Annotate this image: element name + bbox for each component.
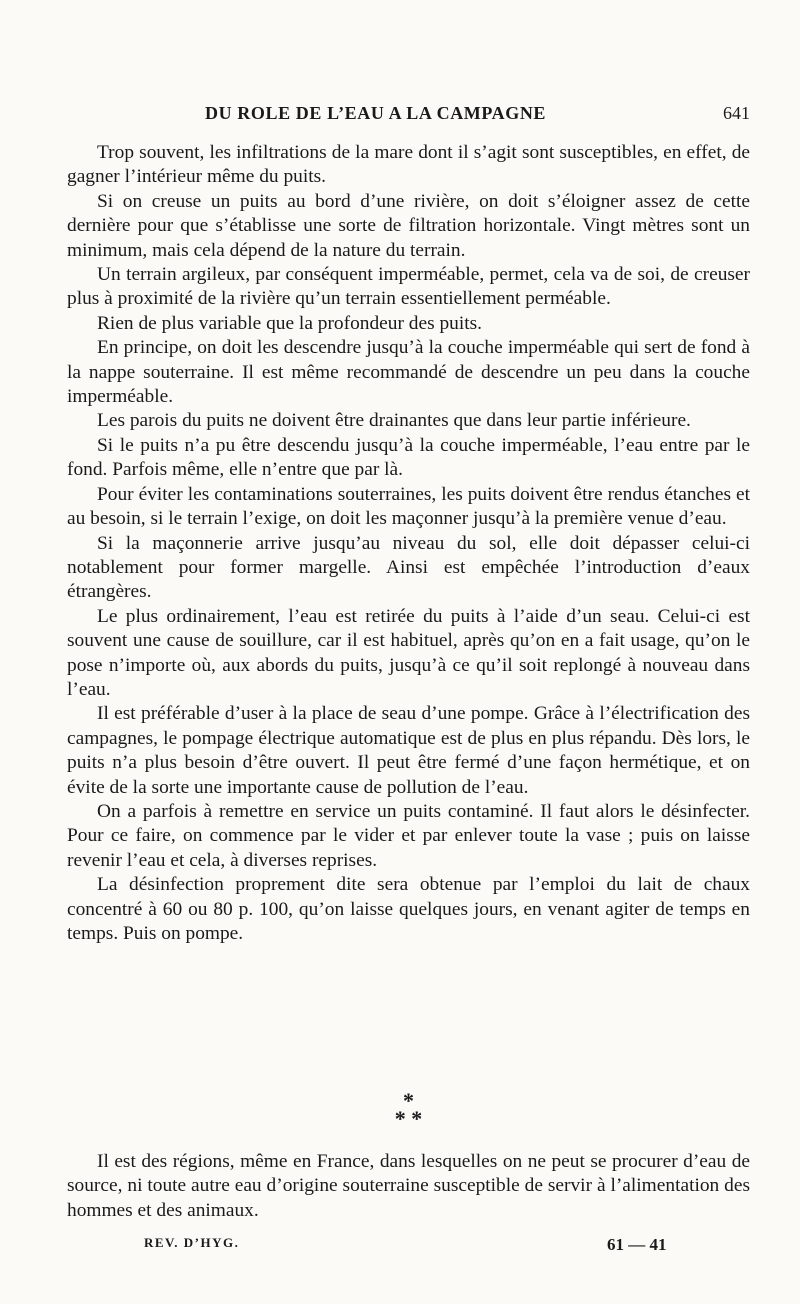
paragraph: Trop souvent, les infiltrations de la mare dont il s’agit sont susceptibles, en effet, de gagner l’intérieur même du puits. xyxy=(67,142,750,188)
journal-abbreviation: REV. D’HYG. xyxy=(144,1235,240,1250)
printer-signature: 61 — 41 xyxy=(607,1235,667,1254)
paragraph: Si on creuse un puits au bord d’une rivière, on doit s’éloigner assez de cette dernière pour que s’établisse une sorte de filtration horizontale. Vingt mètres sont un minimum, mais cela dépend de la nature du terrain. xyxy=(67,190,750,261)
paragraph: Rien de plus variable que la profondeur des puits. xyxy=(97,312,483,334)
paragraph: Les parois du puits ne doivent être drainantes que dans leur partie inférieure. xyxy=(97,410,691,432)
paragraph: Pour éviter les contaminations souterraines, les puits doivent être rendus étanches et au besoin, si le terrain l’exige, on doit les maçonner jusqu’à la première venue d’eau. xyxy=(67,483,750,530)
paragraph: La désinfection proprement dite sera obtenue par l’emploi du lait de chaux concentré à 60 ou 80 p. 100, qu’on laisse quelques jours, en venant agiter de temps en temps. Puis on pompe. xyxy=(67,874,750,944)
paragraph: Si la maçonnerie arrive jusqu’au niveau du sol, elle doit dépasser celui-ci notablement pour former margelle. Ainsi est empêchée l’introduction d’eaux étrangères. xyxy=(67,532,750,603)
document-page xyxy=(67,0,750,1304)
paragraph: Si le puits n’a pu être descendu jusqu’à la couche imperméable, l’eau entre par le fond. Parfois même, elle n’entre que par là. xyxy=(67,434,750,481)
paragraph: On a parfois à remettre en service un puits contaminé. Il faut alors le désinfecter. Pour ce faire, on commence par le vider et par enlever toute la vase ; puis on laisse revenir l’eau et cela, à diverses reprises. xyxy=(67,800,750,871)
paragraph: Un terrain argileux, par conséquent imperméable, permet, cela va de soi, de creuser plus à proximité de la rivière qu’un terrain essentiellement perméable. xyxy=(67,264,750,310)
running-head-title: DU ROLE DE L’EAU A LA CAMPAGNE xyxy=(205,103,547,123)
separator-bottom-stars: * * xyxy=(394,1106,423,1131)
paragraph: Il est préférable d’user à la place de seau d’une pompe. Grâce à l’électrification des campagnes, le pompage électrique automatique est de plus en plus répandu. Dès lors, le puits n’a plus besoin d’être ouvert. Il peut être fermé d’une façon hermétique, et on évite de la sorte une importante cause de pollution de l’eau. xyxy=(67,703,750,798)
separator-top-star: * xyxy=(403,1088,414,1113)
page-number: 641 xyxy=(723,103,750,123)
page-footer xyxy=(67,1235,750,1259)
paragraph: Le plus ordinairement, l’eau est retirée du puits à l’aide d’un seau. Celui-ci est souvent une cause de souillure, car il est habituel, après qu’on en a fait usage, qu’on le pose n’importe où, aux abords du puits, jusqu’à ce qu’il soit replongé à nouveau dans l’eau. xyxy=(67,605,750,700)
body-text xyxy=(67,141,750,946)
paragraph: En principe, on doit les descendre jusqu’à la couche imperméable qui sert de fond à la nappe souterraine. Il est même recommandé de descendre un peu dans la couche imperméable. xyxy=(67,337,750,408)
closing-text xyxy=(67,1150,750,1223)
running-head xyxy=(67,103,750,129)
section-separator xyxy=(67,1088,750,1131)
paragraph: Il est des régions, même en France, dans lesquelles on ne peut se procurer d’eau de source, ni toute autre eau d’origine souterraine susceptible de servir à l’alimentation des hommes et des animaux. xyxy=(67,1151,750,1221)
